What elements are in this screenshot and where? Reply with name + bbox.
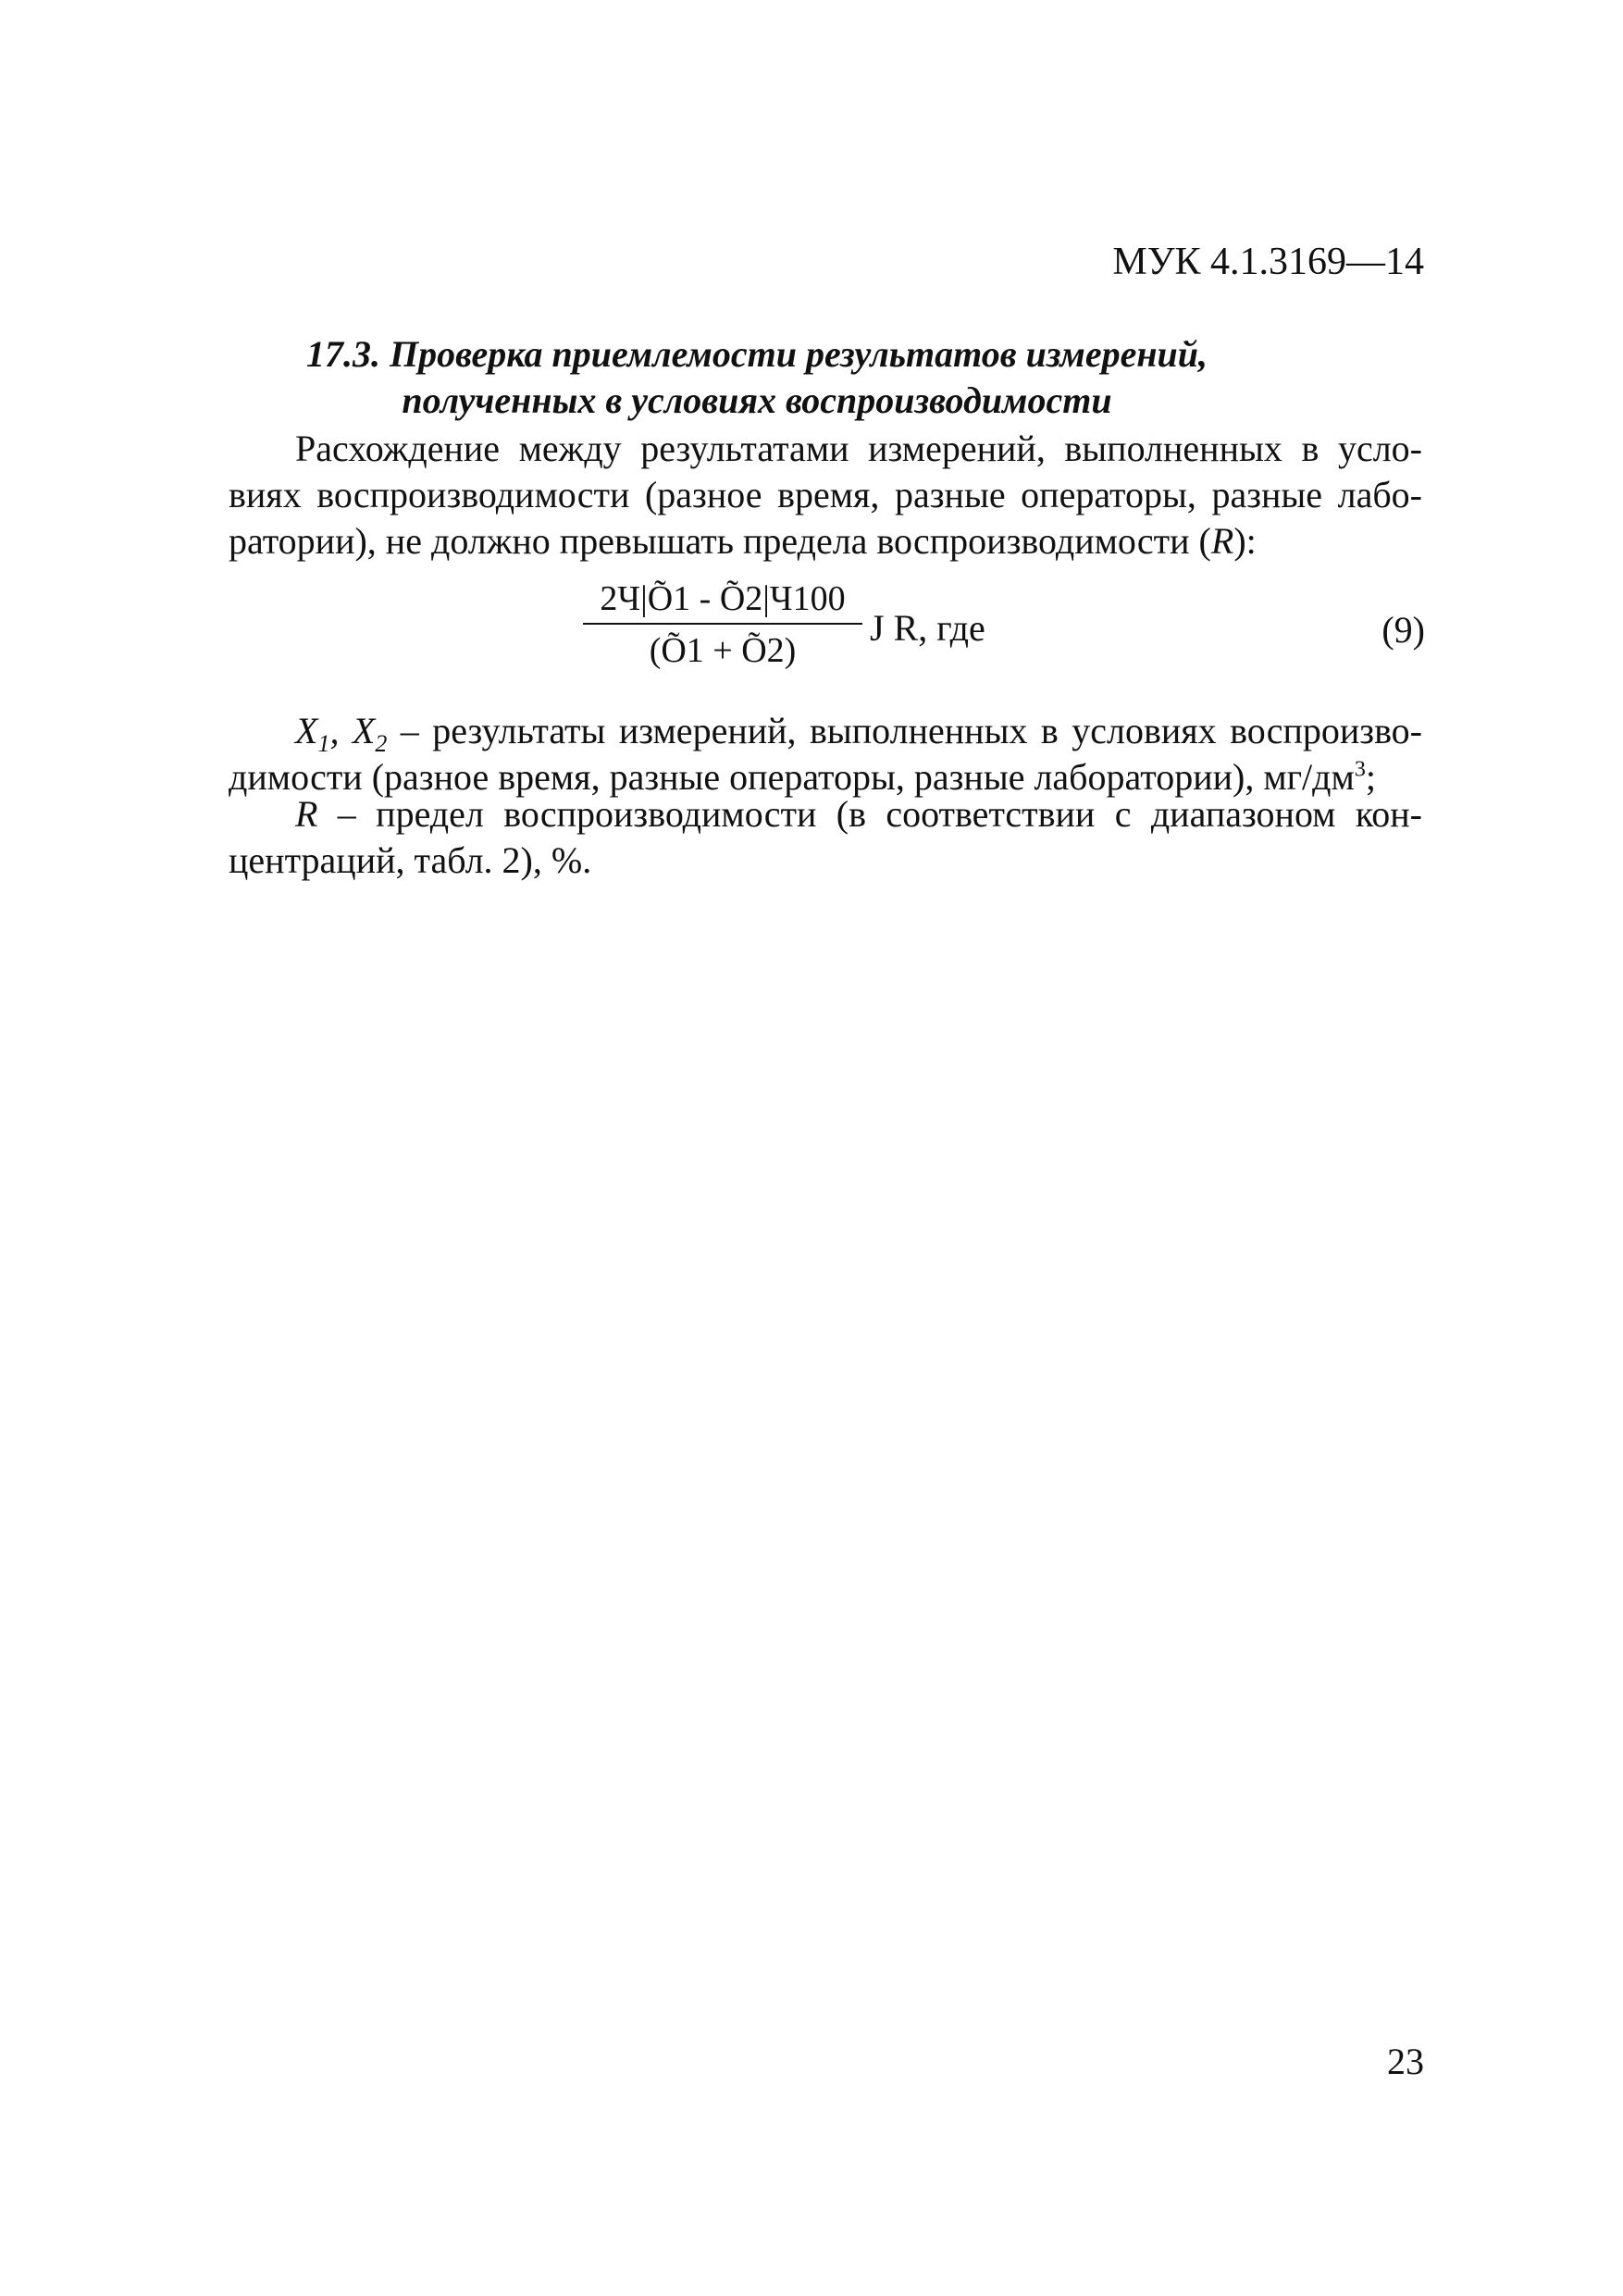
x-var: X bbox=[295, 710, 318, 751]
formula-numerator: 2Ч|Õ1 - Õ2|Ч100 bbox=[600, 579, 846, 618]
x-definition-line-1 bbox=[229, 708, 1422, 757]
r-definition-line-1 bbox=[229, 791, 1422, 838]
x-definition-end: ; bbox=[1365, 756, 1376, 798]
x-sub-2: 2 bbox=[375, 730, 388, 757]
intro-line-3-text: ратории), не должно превышать предела воспроизводимости ( bbox=[229, 520, 1211, 562]
r-definition-text: – предел воспроизводимости (в соответствии с диапазоном кон- bbox=[317, 793, 1422, 835]
formula-fraction bbox=[583, 578, 862, 671]
r-definition-line-2: центраций, табл. 2), %. bbox=[229, 839, 592, 881]
fraction-bar bbox=[583, 623, 862, 625]
intro-line-1: Расхождение между результатами измерений, выполненных в усло- bbox=[295, 428, 1422, 469]
formula-relation-text: J R bbox=[870, 607, 919, 649]
document-code: МУК 4.1.3169—14 bbox=[1112, 241, 1424, 283]
x-sub-1: 1 bbox=[317, 730, 330, 757]
x-definition bbox=[229, 708, 1422, 800]
x-definition-line-2-text: димости (разное время, разные операторы, разные лаборатории), мг/дм bbox=[229, 756, 1355, 798]
page-number: 23 bbox=[1387, 2041, 1424, 2082]
r-definition bbox=[229, 791, 1422, 884]
x-definition-text: – результаты измерений, выполненных в условиях воспроизво- bbox=[387, 710, 1422, 751]
equation-number: (9) bbox=[1381, 609, 1425, 651]
formula-relation bbox=[870, 606, 985, 650]
intro-line-3 bbox=[229, 518, 1422, 565]
section-title-line-1: 17.3. Проверка приемлемости результатов измерений, bbox=[305, 333, 1208, 375]
x-sep: , X bbox=[329, 710, 376, 751]
formula-denominator: (Õ1 + Õ2) bbox=[649, 631, 797, 670]
formula-suffix: , где bbox=[918, 607, 985, 649]
intro-variable-r: R bbox=[1210, 520, 1234, 562]
intro-line-3-end: ): bbox=[1233, 520, 1257, 562]
formula-9 bbox=[555, 578, 1425, 689]
unit-superscript: 3 bbox=[1354, 757, 1366, 782]
r-var: R bbox=[295, 793, 318, 835]
section-title bbox=[222, 331, 1292, 424]
intro-line-2: виях воспроизводимости (разное время, разные операторы, разные лабо- bbox=[229, 474, 1422, 515]
section-title-line-2: полученных в условиях воспроизводимости bbox=[402, 379, 1112, 421]
intro-paragraph bbox=[229, 426, 1422, 565]
